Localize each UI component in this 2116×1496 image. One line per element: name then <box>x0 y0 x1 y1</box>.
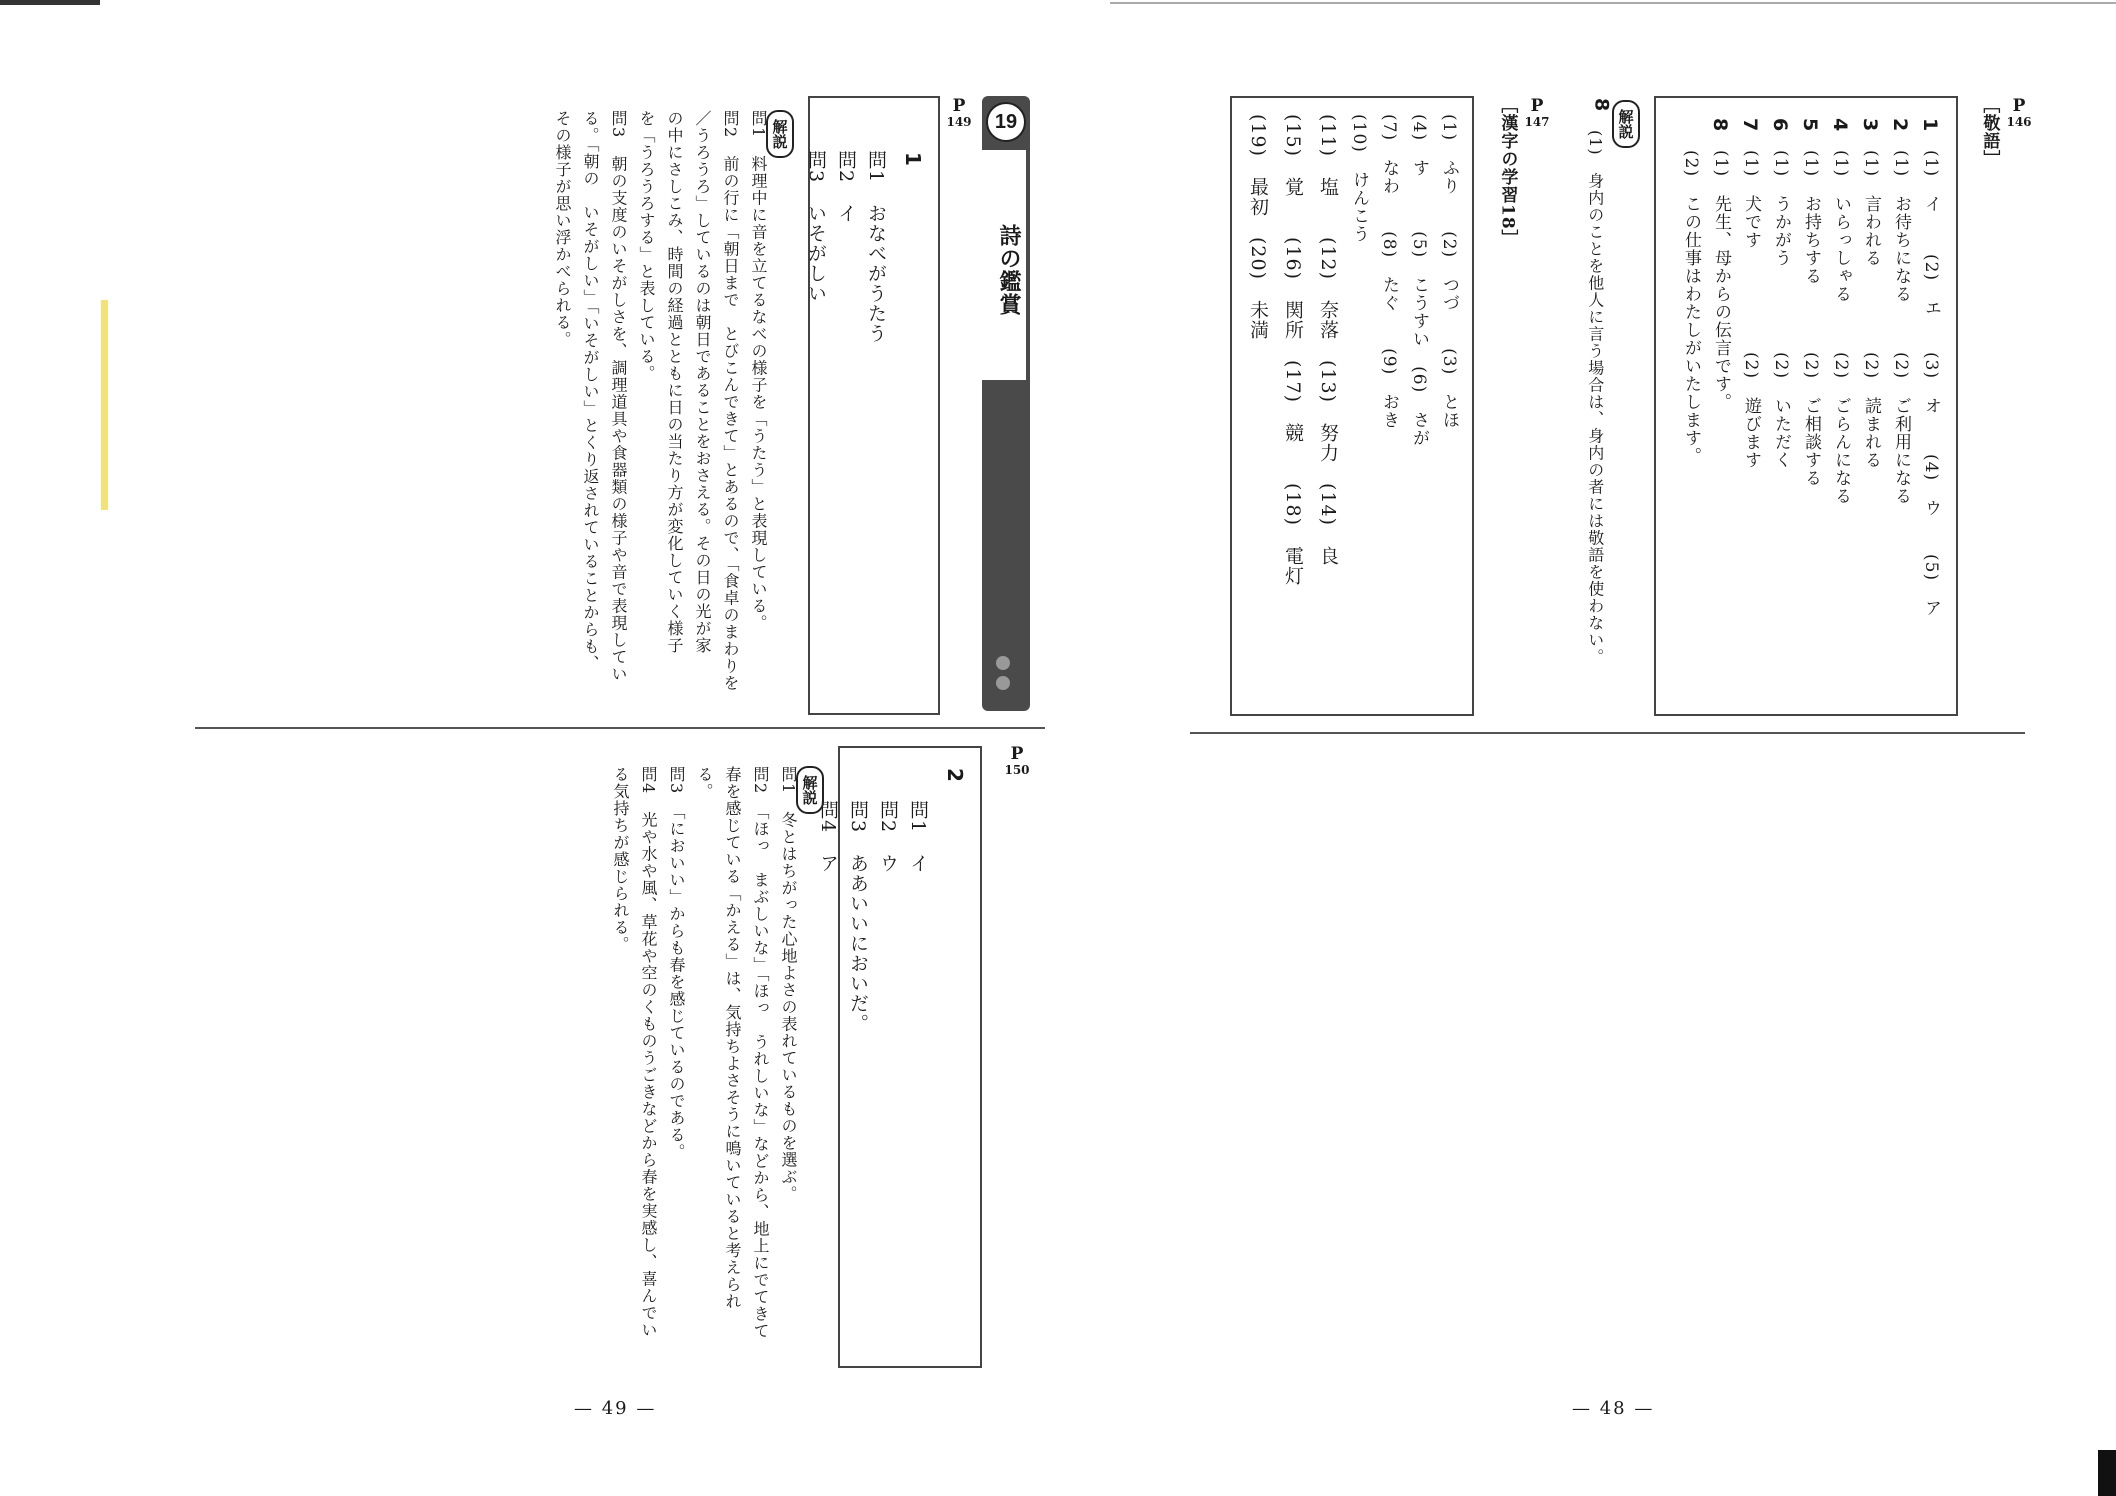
kanji-line: (4) す (5) こうすい (6) さが <box>1409 114 1429 448</box>
answer-line: 問3 ああいいにおいだ。 <box>847 800 869 1034</box>
kaisetsu-line: を「うろうろする」と表している。 <box>637 110 656 382</box>
page-number-49: — 49 — <box>574 1398 657 1419</box>
answer-box-1 <box>805 96 940 715</box>
kaisetsu-line: 問4 光や水や風、草花や空のくものうごきなどから春を実感し、喜んでい <box>639 766 658 1339</box>
row-number: 5 <box>1799 118 1821 133</box>
kaisetsu-line: 春を感じている「かえる」は、気持ちよさそうに鳴いていると考えられ <box>723 766 742 1310</box>
row-number: 2 <box>1889 118 1911 133</box>
highlight-mark <box>101 300 108 510</box>
kaisetsu-label: 解説 <box>1612 100 1640 148</box>
kaisetsu-line: る。 <box>695 766 714 800</box>
kaisetsu-line: 問2 前の行に「朝日まで とびこんできて」とあるので、「食卓のまわりを <box>721 110 740 692</box>
kanji-line: (19) 最初 (20) 未満 <box>1247 114 1269 341</box>
answer-line: (2) 遊びます <box>1741 352 1761 470</box>
kaisetsu-line: その様子が思い浮かべられる。 <box>553 110 572 348</box>
page-ref-150: P 150 <box>1004 744 1030 777</box>
kaisetsu-line: る。「朝の いそがしい」「いそがしい」とくり返されていることからも、 <box>581 110 600 672</box>
keigo-heading: ［敬語］ <box>1979 96 2000 168</box>
kaisetsu-2-text <box>580 766 800 1376</box>
answer-line: (1) 先生、母からの伝言です。 <box>1711 150 1731 412</box>
kaisetsu-label: 解説 <box>796 766 824 814</box>
answer-line: (1) 言われる <box>1861 150 1881 268</box>
kanji-line: (7) なわ (8) たぐ (9) おき <box>1379 114 1399 430</box>
kanji-line: (10) けんこう <box>1349 114 1369 243</box>
kanji-answer-box <box>1230 96 1474 716</box>
answer-line: (4) ウ <box>1921 454 1941 518</box>
answer-line: (2) ごらんになる <box>1831 352 1851 506</box>
kanji-line: (1) ふり (2) つづ (3) とほ <box>1439 114 1459 430</box>
top-edge-shadow <box>0 0 100 5</box>
answer-line: 問2 ウ <box>877 800 899 874</box>
kanji-line: (15) 覚 (16) 関所 (17) 競 (18) 電灯 <box>1282 114 1304 587</box>
answer-line: (2) いただく <box>1771 352 1791 470</box>
kaisetsu-line: る気持ちが感じられる。 <box>611 766 630 953</box>
section-title: 詩の鑑賞 <box>982 150 1026 380</box>
kaisetsu-1-text <box>520 110 770 720</box>
answer-line: (2) エ <box>1921 254 1941 318</box>
row-number: 6 <box>1769 118 1791 133</box>
kaisetsu-line: 問1 料理中に音を立てるなべの様子を「うたう」と表現している。 <box>749 110 768 632</box>
keigo-answer-box <box>1654 96 1958 716</box>
page-ref-146: P 146 <box>2006 96 2032 129</box>
answer-line: (1) イ <box>1921 150 1941 214</box>
page-ref-147: P 147 <box>1524 96 1550 129</box>
page-ref-149: P 149 <box>946 96 972 129</box>
kaisetsu-line: 問1 冬とはちがった心地よさの表れているものを選ぶ。 <box>779 766 798 1203</box>
section-19-bar <box>982 96 1030 711</box>
kaisetsu-line: ／うろうろ」しているのは朝日であることをおさえる。その日の光が家 <box>693 110 712 654</box>
left-page-divider <box>195 727 1045 729</box>
row-number: 8 <box>1709 118 1731 133</box>
kaisetsu-line: 問3 「においい」からも春を感じているのである。 <box>667 766 686 1161</box>
answer-line: (1) お待ちになる <box>1891 150 1911 304</box>
answer-line: 問2 イ <box>835 150 857 224</box>
kaisetsu-line: 問3 朝の支度のいそがしさを、調理道具や食器類の様子や音で表現してい <box>609 110 628 683</box>
section-badge: 19 <box>986 102 1026 142</box>
answer-line: (1) 犬です <box>1741 150 1761 250</box>
right-page-divider <box>1190 732 2025 734</box>
row-number: 3 <box>1859 118 1881 133</box>
answer-line: (2) ご相談する <box>1801 352 1821 488</box>
answer-line: (5) ア <box>1921 554 1941 618</box>
answer-line: (2) ご利用になる <box>1891 352 1911 506</box>
page-number-48: — 48 — <box>1572 1398 1655 1419</box>
kanji-heading: ［漢字の学習18］ <box>1497 96 1518 248</box>
kaisetsu-label: 解説 <box>766 110 794 158</box>
question-number: 2 <box>943 768 967 783</box>
row-number: 7 <box>1739 118 1761 133</box>
bar-dot <box>996 656 1010 670</box>
bar-dot <box>996 676 1010 690</box>
row-number: 4 <box>1829 118 1851 133</box>
row-number: 1 <box>1919 118 1941 133</box>
answer-line: (1) うかがう <box>1771 150 1791 268</box>
kaisetsu-number: 8 <box>1590 98 1613 113</box>
question-number: 1 <box>901 152 925 167</box>
answer-line: (2) この仕事はわたしがいたします。 <box>1681 150 1701 466</box>
answer-line: (1) お持ちする <box>1801 150 1821 286</box>
answer-line: 問4 ア <box>817 800 839 874</box>
kaisetsu-line: (1) 身内のことを他人に言う場合は、身内の者には敬語を使わない。 <box>1585 130 1605 666</box>
answer-line: (1) いらっしゃる <box>1831 150 1851 304</box>
answer-line: 問1 イ <box>907 800 929 874</box>
answer-line: 問3 いそがしい <box>805 150 827 304</box>
kaisetsu-line: の中にさしこみ、時間の経過とともに日の当たり方が変化していく様子 <box>665 110 684 654</box>
top-edge-line <box>1110 2 2116 4</box>
kaisetsu-line: 問2 「ほっ まぶしいな」「ほっ うれしいな」などから、地上にでてきて <box>751 766 770 1340</box>
kanji-line: (11) 塩 (12) 奈落 (13) 努力 (14) 良 <box>1317 114 1339 567</box>
answer-line: (3) オ <box>1921 352 1941 416</box>
answer-box-2 <box>817 746 982 1368</box>
bottom-right-edge <box>2098 1450 2116 1496</box>
answer-line: (2) 読まれる <box>1861 352 1881 470</box>
answer-line: 問1 おなべがうたう <box>865 150 887 344</box>
